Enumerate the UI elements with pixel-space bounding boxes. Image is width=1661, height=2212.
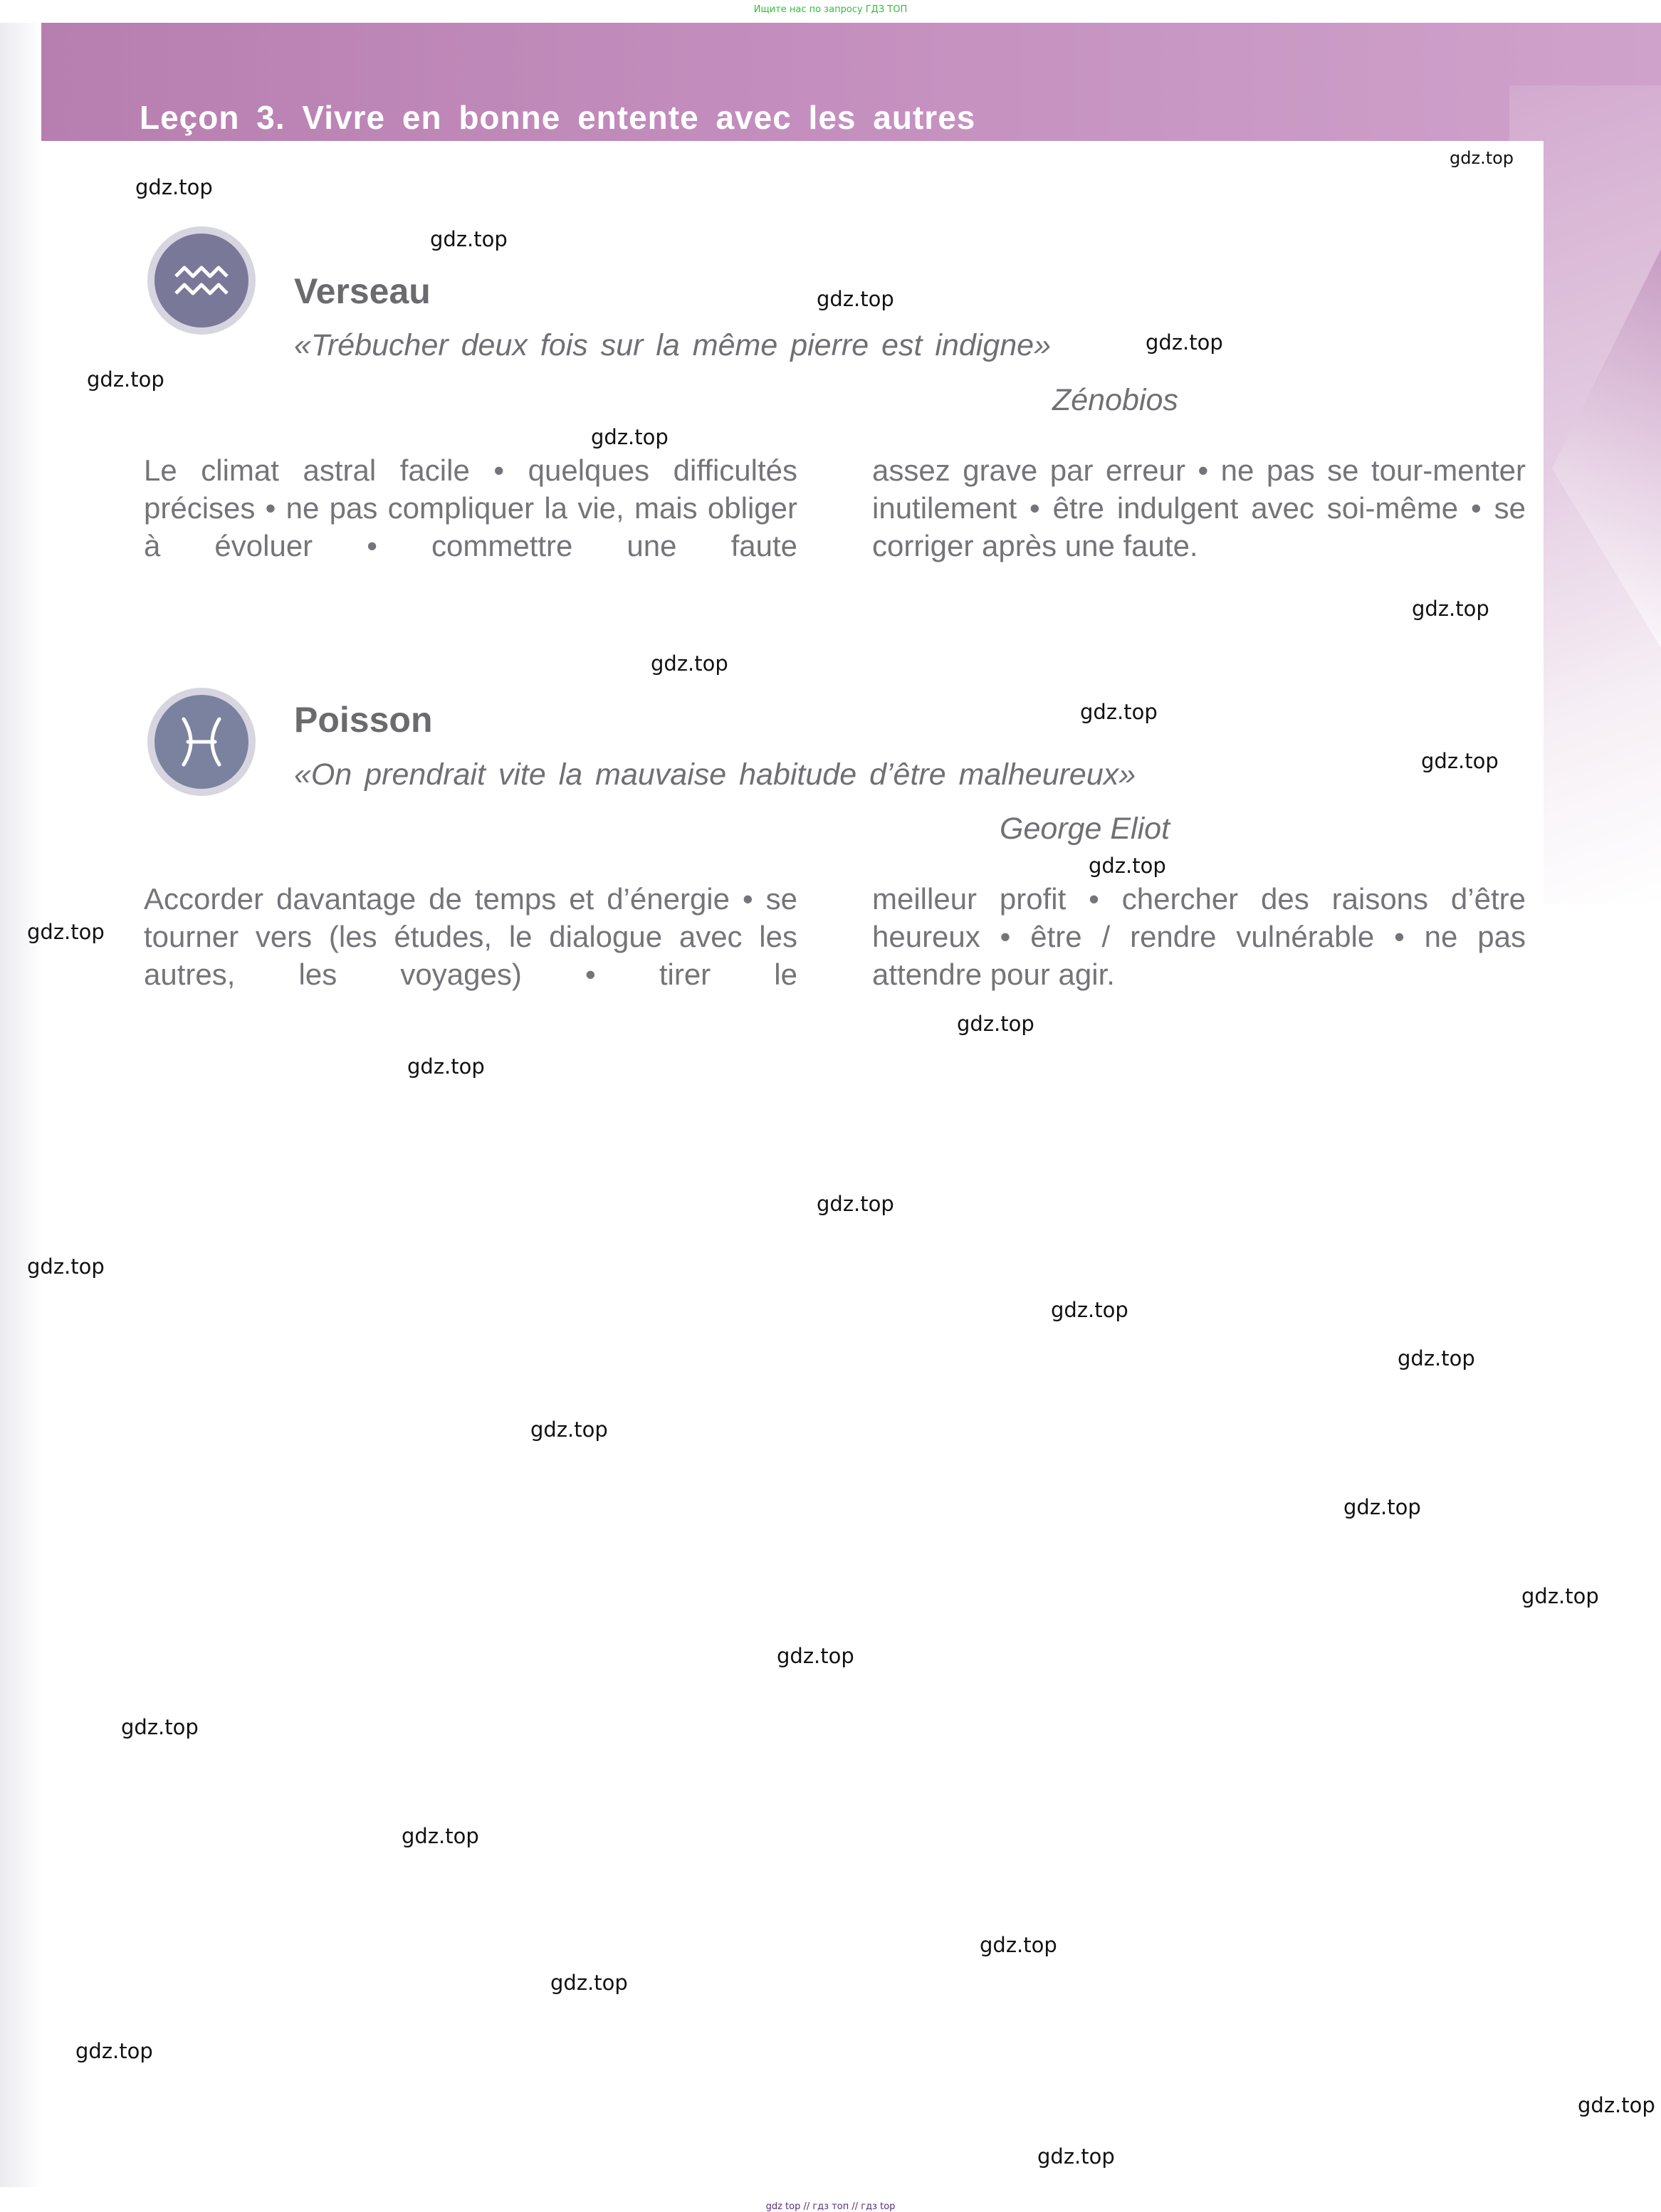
body-column-left: Le climat astral facile • quelques difficultés précises • ne pas compliquer la vie, mais obliger à évoluer • commettre une faute	[144, 454, 797, 562]
aquarius-badge	[147, 226, 256, 335]
watermark: gdz.top	[407, 1054, 485, 1079]
watermark: gdz.top	[817, 287, 894, 311]
pisces-icon	[154, 695, 248, 789]
watermark: gdz.top	[980, 1933, 1057, 1957]
watermark: gdz.top	[121, 1715, 199, 1739]
section-quote: «Trébucher deux fois sur la même pierre est indigne»	[294, 328, 1051, 362]
watermark: gdz.top	[1521, 1584, 1599, 1608]
watermark: gdz.top	[1421, 749, 1499, 773]
watermark: gdz.top	[1343, 1495, 1421, 1519]
page-sheet	[41, 141, 1544, 2206]
watermark: gdz.top	[75, 2039, 153, 2063]
bottom-note: gdz top // гдз топ // гдз top	[765, 2201, 896, 2212]
watermark: gdz.top	[651, 651, 728, 676]
watermark: gdz.top	[777, 1644, 854, 1668]
page-binding-edge	[0, 23, 41, 2187]
watermark: gdz.top	[1412, 597, 1489, 621]
aquarius-icon	[154, 234, 248, 327]
watermark: gdz.top	[1080, 700, 1158, 724]
watermark: gdz.top	[27, 920, 105, 944]
watermark: gdz.top	[27, 1254, 105, 1279]
watermark: gdz.top	[1450, 148, 1514, 168]
watermark: gdz.top	[591, 425, 669, 449]
body-column-right: meilleur profit • chercher des raisons d’être heureux • être / rendre vulnérable • ne pas attendre pour agir.	[872, 882, 1526, 991]
section-title: Poisson	[294, 700, 433, 740]
watermark: gdz.top	[1146, 330, 1223, 355]
pisces-badge	[147, 688, 256, 796]
section-quote: «On prendrait vite la mauvaise habitude d’être malheureux»	[294, 758, 1136, 792]
quote-author: George Eliot	[1000, 812, 1170, 846]
quote-author: Zénobios	[1052, 383, 1178, 417]
body-column-right: assez grave par erreur • ne pas se tour-menter inutilement • être indulgent avec soi-même • se corriger après une faute.	[872, 454, 1526, 562]
watermark: gdz.top	[1578, 2093, 1655, 2117]
body-column-left: Accorder davantage de temps et d’énergie • se tourner vers (les études, le dialogue avec les autres, les voyages) • tirer le	[144, 882, 797, 991]
watermark: gdz.top	[402, 1824, 479, 1848]
watermark: gdz.top	[817, 1192, 894, 1216]
top-note: Ищите нас по запросу ГДЗ ТОП	[753, 4, 908, 15]
lesson-title: Leçon 3. Vivre en bonne entente avec les autres	[140, 99, 976, 136]
section-title: Verseau	[294, 271, 431, 311]
watermark: gdz.top	[550, 1971, 628, 1995]
watermark: gdz.top	[957, 1012, 1034, 1036]
watermark: gdz.top	[87, 367, 164, 392]
watermark: gdz.top	[135, 175, 213, 199]
watermark: gdz.top	[430, 227, 508, 251]
watermark: gdz.top	[1398, 1346, 1475, 1370]
watermark: gdz.top	[1089, 854, 1166, 878]
watermark: gdz.top	[1051, 1298, 1128, 1322]
watermark: gdz.top	[530, 1417, 608, 1442]
watermark: gdz.top	[1037, 2144, 1115, 2169]
